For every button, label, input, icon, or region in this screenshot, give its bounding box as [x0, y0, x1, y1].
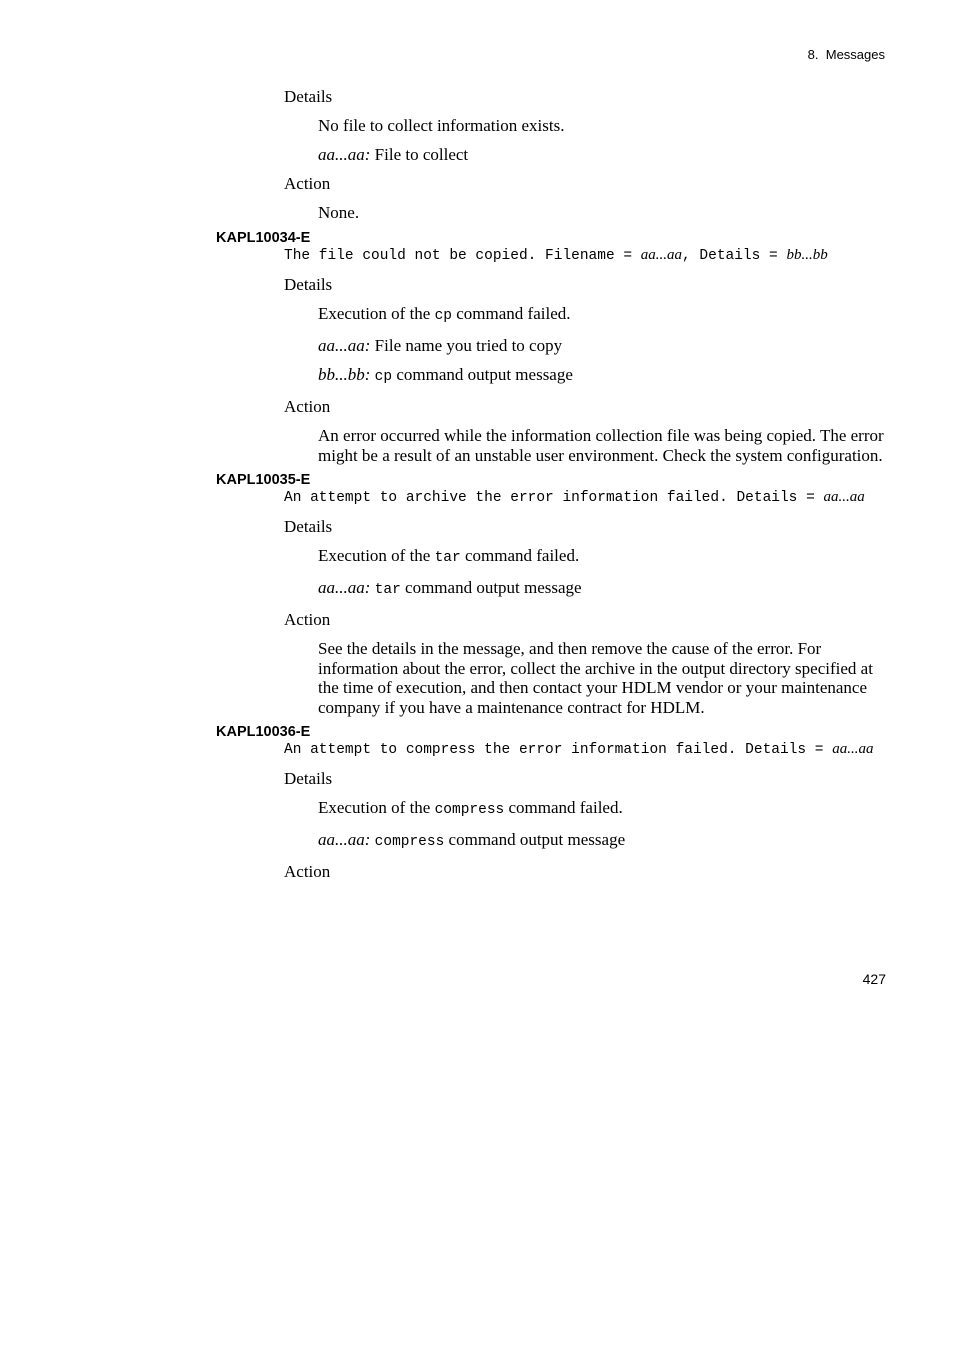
message-id-kapl10036: KAPL10036-E [216, 724, 311, 740]
message-text-kapl10036 [284, 741, 886, 759]
command-name: cp [434, 308, 453, 324]
details-text: No file to collect information exists. [318, 116, 565, 135]
message-variable: aa...aa [823, 489, 865, 505]
message-id-kapl10035: KAPL10035-E [216, 472, 311, 488]
action-heading: Action [284, 174, 331, 193]
action-heading: Action [284, 862, 331, 881]
message-fragment: An attempt to archive the error information failed. Details = [284, 490, 824, 506]
details-heading: Details [284, 517, 333, 536]
variable-name: aa...aa: [318, 830, 371, 849]
variable-description [318, 830, 886, 852]
command-name: cp [374, 369, 393, 385]
message-variable: bb...bb [786, 247, 828, 263]
variable-description [318, 336, 886, 355]
text-fragment: command failed. [504, 798, 623, 817]
message-variable: aa...aa [640, 247, 683, 263]
text-fragment: command failed. [460, 546, 580, 565]
details-text [318, 798, 886, 820]
text-fragment: Execution of the [318, 546, 435, 565]
command-name: tar [434, 550, 461, 566]
message-text-kapl10035 [284, 489, 886, 507]
variable-text: command output message [400, 578, 582, 597]
variable-text: File name you tried to copy [370, 336, 563, 355]
message-text-kapl10034 [284, 247, 886, 265]
variable-description [318, 145, 886, 164]
page-number: 427 [862, 971, 886, 987]
text-fragment: Execution of the [318, 304, 435, 323]
message-variable: aa...aa [832, 741, 874, 757]
variable-name: aa...aa: [318, 336, 371, 355]
text-fragment: command failed. [452, 304, 571, 323]
variable-name: aa...aa: [318, 145, 371, 164]
details-heading: Details [284, 87, 333, 106]
variable-name: aa...aa: [318, 578, 371, 597]
action-heading: Action [284, 610, 331, 629]
command-name: compress [434, 802, 505, 818]
details-text [318, 546, 886, 568]
action-text: An error occurred while the information collection file was being copied. The error might be a result of an unstable user environment. Check the system configuration. [318, 426, 884, 465]
variable-name: bb...bb: [318, 365, 371, 384]
details-heading: Details [284, 275, 333, 294]
details-text [318, 304, 886, 326]
message-fragment: An attempt to compress the error information failed. Details = [284, 742, 833, 758]
page-content [216, 87, 886, 891]
message-fragment: , Details = [682, 248, 787, 264]
command-name: tar [374, 582, 401, 598]
action-heading: Action [284, 397, 331, 416]
details-heading: Details [284, 769, 333, 788]
variable-description [318, 365, 886, 387]
command-name: compress [374, 834, 445, 850]
message-id-kapl10034: KAPL10034-E [216, 230, 311, 246]
message-fragment: The file could not be copied. Filename = [284, 248, 641, 264]
action-text: None. [318, 203, 360, 222]
variable-text: command output message [444, 830, 626, 849]
variable-description [318, 578, 886, 600]
running-header: 8. Messages [807, 47, 885, 62]
text-fragment: Execution of the [318, 798, 435, 817]
variable-text: command output message [392, 365, 573, 384]
action-text: See the details in the message, and then remove the cause of the error. For information about the error, collect the archive in the output directory specified at the time of execution, and then contact your HDLM vendor or your maintenance company if you have a maintenance contract for HDLM. [318, 639, 873, 717]
variable-text: File to collect [370, 145, 469, 164]
